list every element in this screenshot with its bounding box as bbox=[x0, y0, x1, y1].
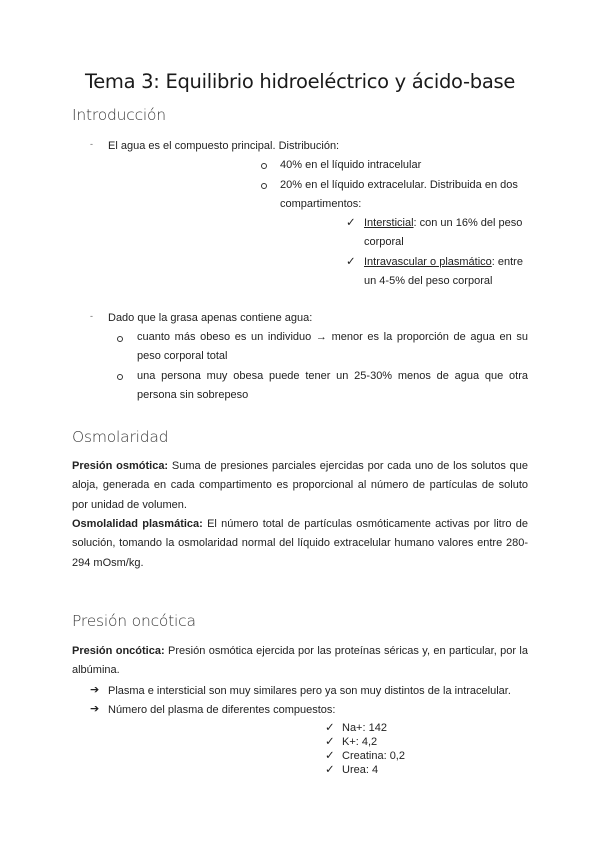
intro-item-1: El agua es el compuesto principal. Distribución: bbox=[108, 140, 340, 152]
intersticial-text: : con un 16% del peso bbox=[413, 217, 523, 229]
intravascular-label: Intravascular o plasmático bbox=[364, 256, 492, 268]
term-presion-oncotica: Presión oncótica: bbox=[72, 645, 165, 657]
circle-bullet bbox=[261, 163, 267, 169]
check-icon: ✓ bbox=[325, 736, 335, 748]
intravascular-text: : entre bbox=[491, 256, 523, 268]
intro-sub-4-line2: persona sin sobrepeso bbox=[137, 389, 249, 401]
intro-sub-3-line2: peso corporal total bbox=[137, 350, 228, 362]
arrow-icon: ➔ bbox=[90, 703, 100, 715]
intro-sub-4-line1: una persona muy obesa puede tener un 25-30% menos de agua que otra bbox=[137, 370, 528, 382]
arrow-icon: ➔ bbox=[90, 684, 100, 696]
circle-bullet bbox=[117, 336, 123, 342]
check-1-line1 bbox=[364, 216, 522, 230]
check-2-line2: un 4-5% del peso corporal bbox=[364, 275, 493, 287]
dash-bullet: - bbox=[90, 139, 93, 149]
dash-bullet: - bbox=[90, 311, 93, 321]
check-1-line2: corporal bbox=[364, 236, 404, 248]
oncotica-arrow-2: Número del plasma de diferentes compuestos: bbox=[108, 704, 336, 716]
compound-item: Urea: 4 bbox=[342, 764, 379, 776]
intersticial-label: Intersticial bbox=[364, 217, 414, 229]
paragraph-presion-oncotica bbox=[72, 642, 528, 681]
oncotica-arrow-1: Plasma e intersticial son muy similares pero ya son muy distintos de la intracelular. bbox=[108, 685, 511, 697]
heading-osmolaridad: Osmolaridad bbox=[72, 428, 169, 446]
text-presion-osmotica: Suma de presiones parciales ejercidas por cada uno de los solutos que aloja, generada en cada compartimento es proporcional al número de partículas de soluto por unidad de volumen. bbox=[72, 460, 528, 511]
check-icon: ✓ bbox=[346, 217, 356, 229]
compound-item: Na+: 142 bbox=[342, 722, 387, 734]
document-title: Tema 3: Equilibrio hidroeléctrico y ácido-base bbox=[84, 70, 516, 93]
circle-bullet bbox=[261, 183, 267, 189]
check-icon: ✓ bbox=[346, 256, 356, 268]
text-presion-oncotica: Presión osmótica ejercida por las proteínas séricas y, en particular, por la albúmina. bbox=[72, 645, 528, 677]
heading-introduccion: Introducción bbox=[72, 106, 166, 124]
intro-sub-3-line1: cuanto más obeso es un individuo → menor es la proporción de agua en su bbox=[137, 331, 528, 343]
intro-item-2: Dado que la grasa apenas contiene agua: bbox=[108, 312, 313, 324]
intro-sub-2-line2: compartimentos: bbox=[280, 198, 362, 210]
term-osmolalidad-plasmatica: Osmolalidad plasmática: bbox=[72, 518, 203, 530]
compound-item: Creatina: 0,2 bbox=[342, 750, 405, 762]
heading-presion-oncotica: Presión oncótica bbox=[72, 612, 196, 630]
intro-sub-2-line1: 20% en el líquido extracelular. Distribuida en dos bbox=[280, 179, 518, 191]
check-icon: ✓ bbox=[325, 764, 335, 776]
circle-bullet bbox=[117, 374, 123, 380]
check-2-line1 bbox=[364, 255, 523, 269]
intro-sub-1: 40% en el líquido intracelular bbox=[280, 159, 422, 171]
check-icon: ✓ bbox=[325, 750, 335, 762]
paragraph-osmolalidad-plasmatica bbox=[72, 515, 528, 573]
check-icon: ✓ bbox=[325, 722, 335, 734]
text-osmolalidad-plasmatica: El número total de partículas osmóticamente activas por litro de solución, tomando la osmolaridad normal del líquido extracelular humano valores entre 280-294 mOsm/kg. bbox=[72, 518, 528, 569]
term-presion-osmotica: Presión osmótica: bbox=[72, 460, 169, 472]
paragraph-presion-osmotica bbox=[72, 457, 528, 515]
compound-item: K+: 4,2 bbox=[342, 736, 378, 748]
